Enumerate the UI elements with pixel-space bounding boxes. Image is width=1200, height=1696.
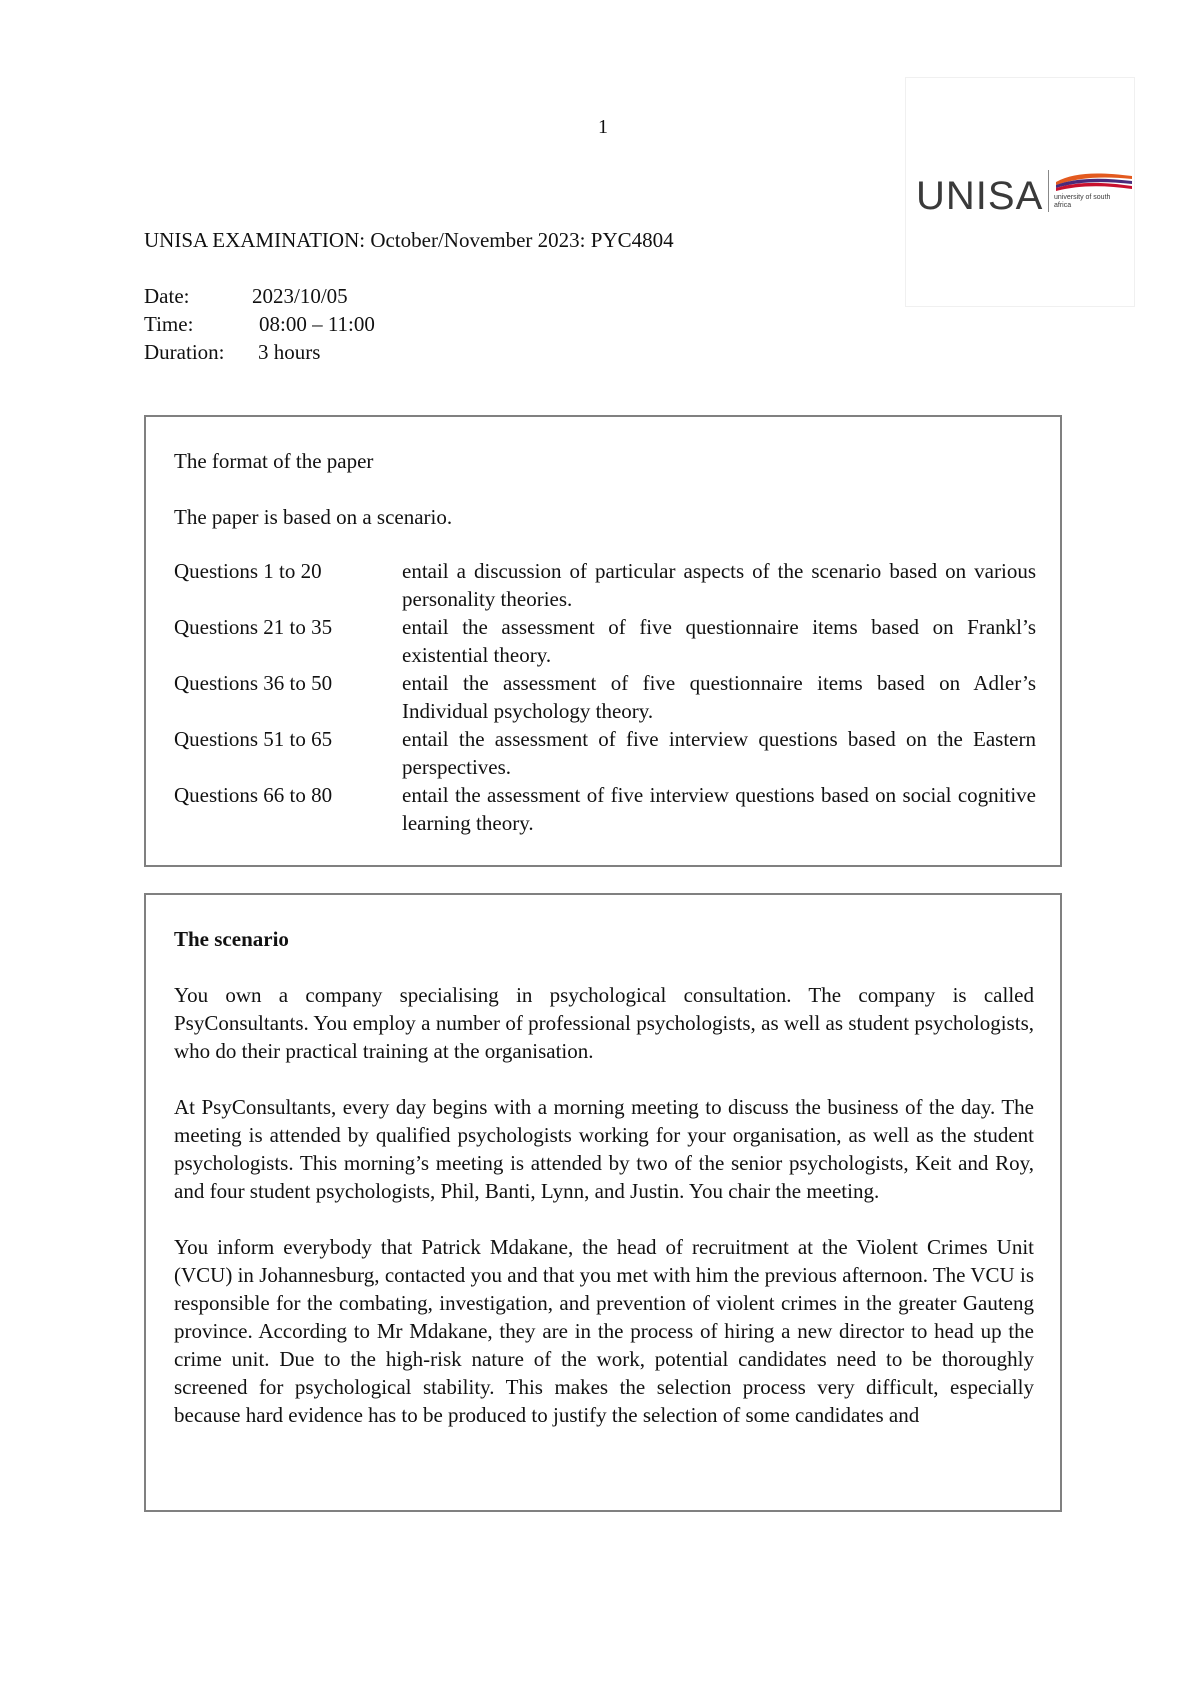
scenario-title: The scenario (174, 927, 289, 951)
unisa-logo (905, 77, 1135, 307)
date-label: Date: (144, 284, 190, 308)
question-row (174, 669, 1036, 725)
duration-row (144, 338, 321, 366)
exam-meta (144, 282, 375, 366)
question-description: entail a discussion of particular aspects of the scenario based on various personality theories. (402, 559, 1036, 611)
question-row (174, 557, 1036, 613)
logo-subtitle: university of south africa (1054, 194, 1111, 209)
logo-divider (1048, 170, 1049, 212)
scenario-paragraph: At PsyConsultants, every day begins with a morning meeting to discuss the business of the day. The meeting is attended by qualified psychologists working for your organisation, as well as the student psychologists. This morning’s meeting is attended by two of the senior psychologists, Keit and Roy, and four student psychologists, Phil, Banti, Lynn, and Justin. You chair the meeting. (174, 1095, 1034, 1203)
time-label: Time: (144, 312, 194, 336)
question-range: Questions 36 to 50 (174, 671, 333, 695)
question-row (174, 781, 1036, 837)
question-description: entail the assessment of five interview questions based on social cognitive learning theory. (402, 783, 1036, 835)
duration-value: 3 hours (258, 340, 321, 364)
date-row (144, 282, 348, 310)
question-range: Questions 51 to 65 (174, 727, 333, 751)
question-description: entail the assessment of five interview questions based on the Eastern perspectives. (402, 727, 1036, 779)
format-box (144, 415, 1062, 867)
scenario-paragraph: You inform everybody that Patrick Mdakane, the head of recruitment at the Violent Crimes Unit (VCU) in Johannesburg, contacted you and that you met with him the previous afternoon. The VCU is responsible for the combating, investigation, and prevention of violent crimes in the greater Gauteng province. According to Mr Mdakane, they are in the process of hiring a new director to head up the crime unit. Due to the high-risk nature of the work, potential candidates need to be thoroughly screened for psychological stability. This makes the selection process very difficult, especially because hard evidence has to be produced to justify the selection of some candidates and (174, 1235, 1034, 1427)
question-range: Questions 66 to 80 (174, 783, 333, 807)
time-row (144, 310, 375, 338)
logo-wordmark: UNISA (916, 174, 1044, 218)
question-row (174, 725, 1036, 781)
question-range: Questions 21 to 35 (174, 615, 333, 639)
date-value: 2023/10/05 (252, 284, 348, 308)
question-table (174, 557, 1036, 837)
format-intro: The paper is based on a scenario. (174, 505, 453, 529)
scenario-paragraph: You own a company specialising in psychological consultation. The company is called PsyConsultants. You employ a number of professional psychologists, as well as student psychologists, who do their practical training at the organisation. (174, 983, 1034, 1063)
duration-label: Duration: (144, 340, 225, 364)
question-description: entail the assessment of five questionnaire items based on Frankl’s existential theory. (402, 615, 1036, 667)
scenario-box (144, 893, 1062, 1512)
format-title: The format of the paper (174, 449, 374, 473)
logo-flag-icon (1054, 170, 1134, 192)
question-row (174, 613, 1036, 669)
time-value: 08:00 – 11:00 (259, 312, 375, 336)
scenario-body (174, 981, 1034, 1457)
page-number: 1 (598, 116, 608, 138)
exam-title: UNISA EXAMINATION: October/November 2023: PYC4804 (144, 228, 674, 252)
question-range: Questions 1 to 20 (174, 559, 322, 583)
question-description: entail the assessment of five questionnaire items based on Adler’s Individual psychology theory. (402, 671, 1036, 723)
